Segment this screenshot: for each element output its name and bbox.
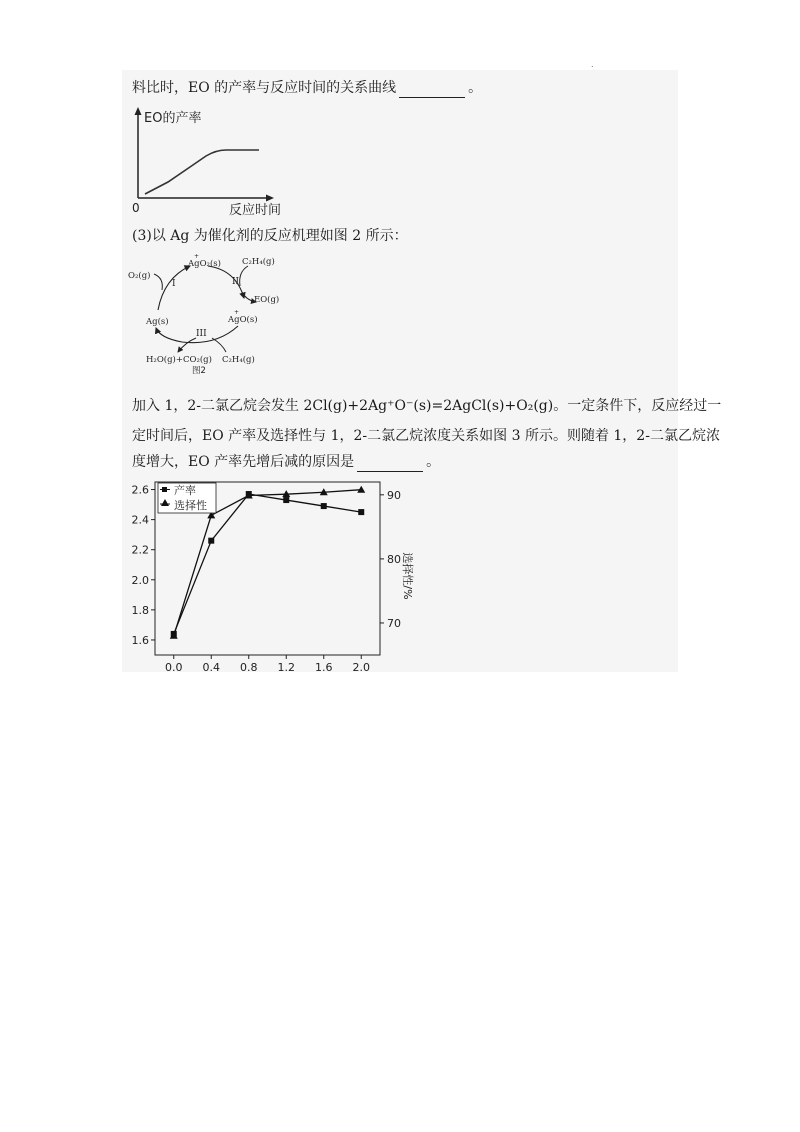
input-c2h4-top: C₂H₄(g) <box>242 257 275 267</box>
yield-point <box>321 503 327 509</box>
y-left-tick-label: 2.2 <box>131 543 149 557</box>
o2-input-arrow <box>154 274 162 290</box>
c2h4-top-input-arrow <box>240 266 248 286</box>
y-left-tick-label: 1.8 <box>131 603 149 617</box>
figure-2-mechanism <box>126 252 286 374</box>
figure-2-caption: 图2 <box>192 366 206 376</box>
species-ago2: AgO₂(s) <box>188 259 221 269</box>
input-c2h4-bottom: C₂H₄(g) <box>222 355 255 365</box>
yield-point <box>208 538 214 544</box>
x-tick-label: 0.4 <box>202 661 220 674</box>
x-tick-label: 0.8 <box>240 661 258 674</box>
output-eo: EO(g) <box>254 295 280 305</box>
line1-text: 料比时，EO 的产率与反应时间的关系曲线 <box>132 80 397 96</box>
y-right-tick-label: 70 <box>387 616 401 630</box>
legend-selectivity-label: 选择性 <box>174 499 207 512</box>
species-ag: Ag(s) <box>146 317 169 327</box>
step-label-I: I <box>172 279 176 289</box>
question-line-1 <box>132 78 482 98</box>
question-panel <box>122 70 722 674</box>
fig1-curve <box>145 150 259 194</box>
species-ago-charge: + <box>234 309 240 316</box>
yield-point <box>283 497 289 503</box>
y-left-tick-label: 2.0 <box>131 573 149 587</box>
fig1-y-arrow <box>135 107 142 115</box>
series-yield-line <box>174 494 362 634</box>
yield-point <box>358 509 364 515</box>
selectivity-point <box>357 486 365 493</box>
reaction-equation: 2Cl(g)+2Ag⁺O⁻(s)=2AgCl(s)+O₂(g) <box>303 398 554 414</box>
y-right-axis-label: 选择性/% <box>401 552 414 600</box>
input-o2: O₂(g) <box>128 271 151 281</box>
x-tick-label: 1.6 <box>315 661 333 674</box>
answer-blank-2[interactable] <box>357 456 423 472</box>
fig1-x-label: 反应时间 <box>229 203 282 218</box>
output-h2o-co2: H₂O(g)+CO₂(g) <box>146 355 212 365</box>
y-left-tick-label: 1.6 <box>131 633 149 647</box>
paragraph-line-1 <box>132 396 721 416</box>
page-marker-dot: . <box>591 60 594 69</box>
y-right-tick-label: 80 <box>387 552 401 566</box>
x-tick-label: 0.0 <box>165 661 183 674</box>
figure-3-chart <box>122 476 412 672</box>
y-left-tick-label: 2.6 <box>131 483 149 497</box>
para-a: 加入 1，2-二氯乙烷会发生 <box>132 398 299 414</box>
fig1-y-label: EO的产率 <box>144 111 202 126</box>
y-left-tick-label: 2.4 <box>131 513 149 527</box>
x-tick-label: 2.0 <box>352 661 370 674</box>
step-label-II: II <box>232 277 240 287</box>
step-label-III: III <box>196 329 207 339</box>
para-b: 。一定条件下，反应经过一 <box>553 398 722 414</box>
figure-1-yield-curve <box>128 106 298 218</box>
para-line3-text: 度增大，EO 产率先增后减的原因是 <box>132 454 355 470</box>
y-right-tick-label: 90 <box>387 488 401 502</box>
legend-yield-label: 产率 <box>174 484 196 497</box>
species-ago2-charge: + <box>194 253 200 260</box>
paragraph-line-2: 定时间后，EO 产率及选择性与 1，2-二氯乙烷浓度关系如图 3 所示。则随着 1，2-二氯乙烷浓 <box>132 428 720 444</box>
paragraph-line-3 <box>132 452 440 472</box>
products-output-arrow <box>178 338 196 352</box>
species-ago: AgO(s) <box>228 315 258 325</box>
x-tick-label: 1.2 <box>277 661 295 674</box>
fig1-origin-label: 0 <box>132 201 140 215</box>
para-line3-end: 。 <box>426 454 441 470</box>
answer-blank-1[interactable] <box>399 82 465 98</box>
line1-end: 。 <box>468 80 483 96</box>
part-3-heading: (3)以 Ag 为催化剂的反应机理如图 2 所示： <box>132 228 408 244</box>
fig1-x-arrow <box>266 195 274 202</box>
